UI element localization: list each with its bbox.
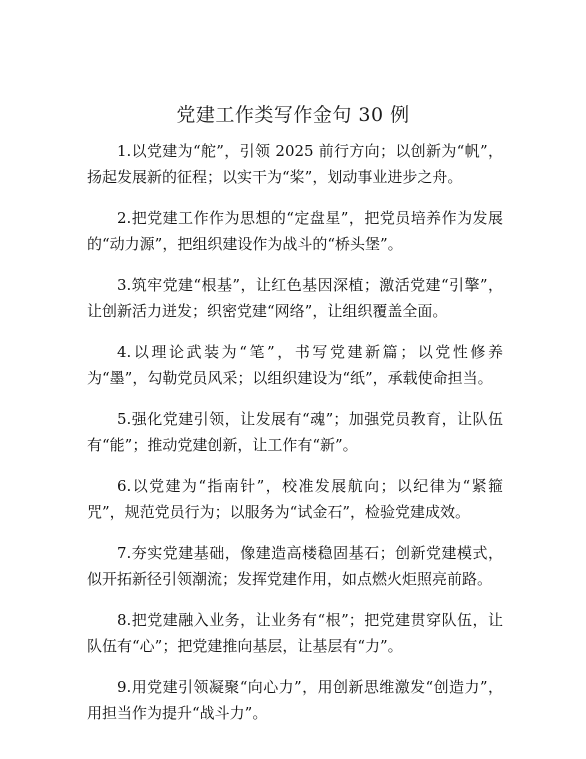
paragraph-1: 1.以党建为“舵”，引领 2025 前行方向；以创新为“帆”，扬起发展新的征程；以实干为“桨”，划动事业进步之舟。 (87, 142, 503, 186)
paragraph-6: 6.以党建为“指南针”，校准发展航向；以纪律为“紧箍咒”，规范党员行为；以服务为“试金石”，检验党建成效。 (87, 477, 503, 521)
paragraph-5: 5.强化党建引领，让发展有“魂”；加强党员教育，让队伍有“能”；推动党建创新，让工作有“新”。 (87, 410, 503, 454)
paragraph-4: 4.以理论武装为“笔”，书写党建新篇；以党性修养为“墨”，勾勒党员风采；以组织建设为“纸”，承载使命担当。 (87, 343, 503, 387)
document-body (87, 138, 503, 741)
paragraph-2: 2.把党建工作作为思想的“定盘星”，把党员培养作为发展的“动力源”，把组织建设作为战斗的“桥头堡”。 (87, 209, 503, 253)
paragraph-8: 8.把党建融入业务，让业务有“根”；把党建贯穿队伍，让队伍有“心”；把党建推向基层，让基层有“力”。 (87, 611, 503, 655)
document-title: 党建工作类写作金句 30 例 (176, 104, 410, 126)
paragraph-9: 9.用党建引领凝聚“向心力”，用创新思维激发“创造力”，用担当作为提升“战斗力”。 (87, 678, 503, 722)
paragraph-7: 7.夯实党建基础，像建造高楼稳固基石；创新党建模式，似开拓新径引领潮流；发挥党建作用，如点燃火炬照亮前路。 (87, 544, 503, 588)
paragraph-3: 3.筑牢党建“根基”，让红色基因深植；激活党建“引擎”，让创新活力迸发；织密党建“网络”，让组织覆盖全面。 (87, 276, 503, 320)
